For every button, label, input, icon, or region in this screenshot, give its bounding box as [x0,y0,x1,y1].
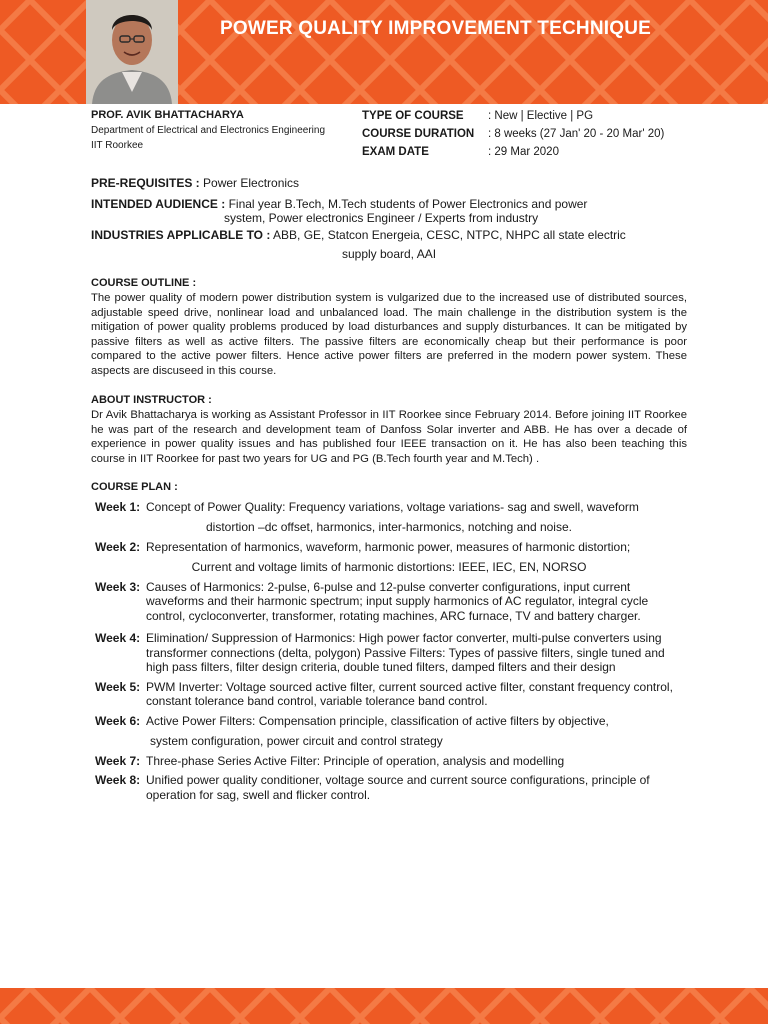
week-label: Week 2: [95,539,141,554]
course-meta [362,107,722,161]
week-label: Week 8: [95,773,141,788]
meta-row-duration [362,125,722,143]
industries-line-2: supply board, AAI [341,247,437,261]
course-outline-text: The power quality of modern power distribution system is vulgarized due to the increased use of distributed sources, adjustable speed drive, nonlinear load and unbalanced load. The main challenge in the distribution system is the mitigation of power quality problems produced by load disturbances and supply disturbances. It can be mitigated by passive filters as well as active filters. The passive filters are economically cheap but their performance is poor compared to the active power filters. Hence active power filters are preferred in the modern power system. These aspects are discuseed in this course. [91,292,687,377]
audience-line-1: Final year B.Tech, M.Tech students of Power Electronics and power [225,196,588,211]
instructor-name: PROF. AVIK BHATTACHARYA [91,109,244,121]
week-text: PWM Inverter: Voltage sourced active filter, current sourced active filter, constant frequency control, constant tolerance band control, variable tolerance band control. [146,679,673,709]
week-item [91,754,687,769]
instructor-photo [86,0,178,104]
audience-label: INTENDED AUDIENCE : [91,196,226,211]
week-text: Representation of harmonics, waveform, harmonic power, measures of harmonic distortion; [146,539,631,554]
week-text: Concept of Power Quality: Frequency variations, voltage variations- sag and swell, waveform [146,499,639,514]
meta-row-type [362,107,722,125]
week-text: Elimination/ Suppression of Harmonics: High power factor converter, multi-pulse converters using transformer connections (delta, polygon) Passive Filters: Types of passive filters, single tuned and high pass filters, filter design criteria, double tuned filters, damped filters and their design [146,631,665,675]
week-item [91,714,687,729]
meta-label: EXAM DATE [362,146,429,158]
instructor-department: Department of Electrical and Electronics Engineering [91,125,326,136]
header-banner [0,0,768,104]
instructor-info [91,109,351,151]
week-text: Three-phase Series Active Filter: Principle of operation, analysis and modelling [146,753,565,768]
week-item [91,540,687,555]
audience-line-2: system, Power electronics Engineer / Experts from industry [224,211,539,225]
main-content [91,176,687,802]
week-label: Week 6: [95,713,141,728]
intended-audience [91,197,687,212]
about-instructor-title: ABOUT INSTRUCTOR : [91,393,212,406]
week-continuation: Current and voltage limits of harmonic distortions: IEEE, IEC, EN, NORSO [191,560,587,575]
week-continuation: system configuration, power circuit and control strategy [150,734,443,749]
industries-label: INDUSTRIES APPLICABLE TO : [91,227,271,242]
meta-label: COURSE DURATION [362,128,475,140]
prerequisites-label: PRE-REQUISITES : [91,176,200,190]
course-outline-title: COURSE OUTLINE : [91,276,197,289]
meta-value: : New | Elective | PG [488,110,594,122]
industries [91,228,687,243]
prerequisites [91,176,687,191]
week-item [91,580,687,624]
meta-value: : 8 weeks (27 Jan' 20 - 20 Mar' 20) [488,128,665,140]
week-text: Causes of Harmonics: 2-pulse, 6-pulse and 12-pulse converter configurations, input current waveforms and their harmonic spectrum; input supply harmonics of AC regulator, integral cycle control, cycloconverter, transformer, rotating machines, ARC furnace, TV and battery charger. [146,579,649,623]
week-label: Week 5: [95,679,141,694]
about-instructor-text: Dr Avik Bhattacharya is working as Assistant Professor in IIT Roorkee since February 2014. Before joining IIT Roorkee he was part of the research and development team of Danfoss Solar inverter and ABB. He has over a decade of experience in power quality issues and has published four IEEE transaction on it. He has also been teaching this course in IIT Roorkee for past two years for UG and PG (B.Tech fourth year and M.Tech) . [91,409,687,465]
page-title: POWER QUALITY IMPROVEMENT TECHNIQUE [220,18,652,39]
industries-line-1: ABB, GE, Statcon Energeia, CESC, NTPC, NHPC all state electric [270,227,626,242]
course-plan-title: COURSE PLAN : [91,481,178,494]
week-label: Week 1: [95,499,141,514]
week-text: Active Power Filters: Compensation principle, classification of active filters by objective, [146,713,609,728]
footer-diamond-pattern [0,988,768,1024]
footer-banner [0,988,768,1024]
week-item [91,631,687,675]
meta-value: : 29 Mar 2020 [488,146,559,158]
week-label: Week 7: [95,753,141,768]
week-continuation: distortion –dc offset, harmonics, inter-harmonics, notching and noise. [206,520,572,535]
prerequisites-value: Power Electronics [199,176,300,190]
meta-label: TYPE OF COURSE [362,110,464,122]
meta-row-exam [362,143,722,161]
week-item [91,773,687,802]
week-text: Unified power quality conditioner, voltage source and current source configurations, principle of operation for sag, swell and flicker control. [146,773,650,802]
week-label: Week 3: [95,579,141,594]
week-item [91,680,687,709]
week-label: Week 4: [95,631,141,646]
week-item [91,500,687,515]
instructor-institute: IIT Roorkee [91,140,144,151]
